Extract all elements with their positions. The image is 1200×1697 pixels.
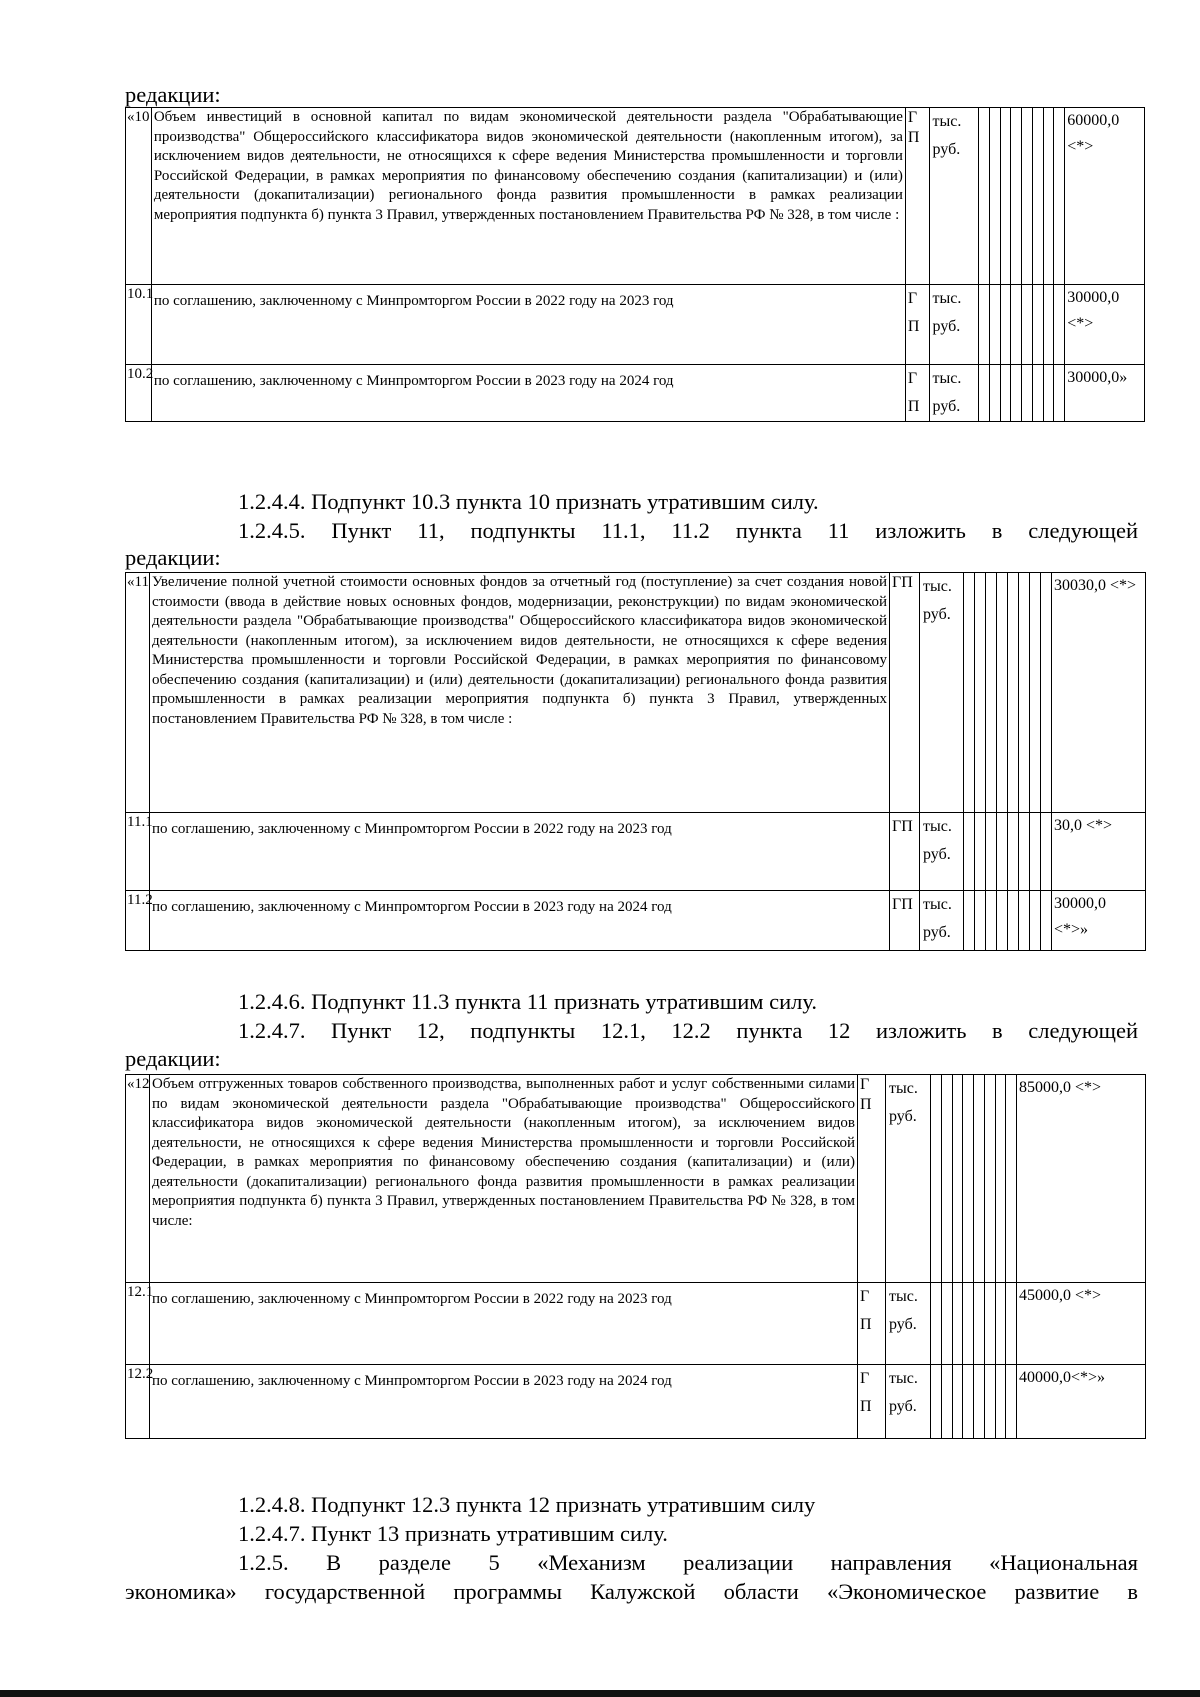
paragraph-1-2-4-7-cont: редакции: [125, 1046, 221, 1071]
table-row [126, 573, 1146, 813]
row-gp: Г П [858, 1365, 886, 1439]
row-unit: тыс. руб. [920, 891, 964, 951]
row-unit: тыс. руб. [886, 1365, 931, 1439]
year-columns [931, 1075, 1017, 1283]
row-number: 10.1 [126, 285, 152, 365]
row-gp: ГП [890, 813, 920, 891]
year-columns [979, 285, 1065, 365]
paragraph-1-2-4-4: 1.2.4.4. Подпункт 10.3 пункта 10 признать утратившим силу. [238, 489, 819, 514]
year-columns [931, 1365, 1017, 1439]
row-value: 30030,0 <*> [1052, 573, 1146, 813]
row-unit: тыс. руб. [920, 813, 964, 891]
paragraph-1-2-4-7b: 1.2.4.7. Пункт 13 признать утратившим силу. [238, 1521, 668, 1546]
row-number: «12 [126, 1075, 150, 1283]
row-gp: ГП [890, 573, 920, 813]
page-bottom-border [0, 1690, 1200, 1697]
year-columns [979, 365, 1065, 422]
row-number: «10 [126, 108, 152, 285]
row-unit: тыс. руб. [929, 365, 979, 422]
row-description: по соглашению, заключенному с Минпромторгом России в 2023 году на 2024 год [150, 1365, 858, 1439]
paragraph-1-2-4-8: 1.2.4.8. Подпункт 12.3 пункта 12 признать утратившим силу [238, 1492, 816, 1517]
year-columns [931, 1283, 1017, 1365]
year-columns [964, 891, 1052, 951]
row-number: 12.2 [126, 1365, 150, 1439]
row-gp: Г П [905, 285, 929, 365]
table-row [126, 891, 1146, 951]
row-value: 30,0 <*> [1052, 813, 1146, 891]
row-number: 11.2 [126, 891, 150, 951]
row-description: по соглашению, заключенному с Минпромторгом России в 2023 году на 2024 год [150, 891, 890, 951]
row-value: 30000,0» [1065, 365, 1145, 422]
row-value: 30000,0 <*> [1065, 285, 1145, 365]
row-description: Объем инвестиций в основной капитал по видам экономической деятельности раздела "Обрабатывающие производства" Общероссийского классификатора видов экономической деятельности (накопленным итогом), за исключением видов деятельности, не относящихся к сфере ведения Министерства промышленности и торговли Российской Федерации, в рамках мероприятия по финансовому обеспечению создания (капитализации) и (или) деятельности (докапитализации) регионального фонда развития промышленности в рамках реализации мероприятия подпункта б) пункта 3 Правил, утвержденных постановлением Правительства РФ № 328, в том числе : [151, 108, 905, 285]
row-value: 40000,0<*>» [1017, 1365, 1146, 1439]
table-row [126, 1075, 1146, 1283]
indicators-table-12 [125, 1074, 1146, 1439]
year-columns [979, 108, 1065, 285]
row-value: 60000,0 <*> [1065, 108, 1145, 285]
paragraph-1-2-4-5: 1.2.4.5. Пункт 11, подпункты 11.1, 11.2 пункта 11 изложить в следующей [238, 518, 1138, 543]
table-row [126, 813, 1146, 891]
table-row [126, 1365, 1146, 1439]
paragraph-1-2-5: 1.2.5. В разделе 5 «Механизм реализации направления «Национальная [238, 1550, 1138, 1575]
paragraph-1-2-4-6: 1.2.4.6. Подпункт 11.3 пункта 11 признать утратившим силу. [238, 989, 817, 1014]
row-number: «11 [126, 573, 150, 813]
row-description: Увеличение полной учетной стоимости основных фондов за отчетный год (поступление) за счет создания новой стоимости (ввода в действие новых основных фондов, модернизации, реконструкции) по видам экономической деятельности раздела "Обрабатывающие производства" Общероссийского классификатора видов экономической деятельности (накопленным итогом), за исключением видов деятельности, не относящихся к сфере ведения Министерства промышленности и торговли Российской Федерации, в рамках мероприятия по финансовому обеспечению создания (капитализации) и (или) деятельности (докапитализации) регионального фонда развития промышленности в рамках реализации мероприятия подпункта б) пункта 3 Правил, утвержденных постановлением Правительства РФ № 328, в том числе : [150, 573, 890, 813]
row-description: по соглашению, заключенному с Минпромторгом России в 2023 году на 2024 год [151, 365, 905, 422]
year-columns [964, 813, 1052, 891]
row-unit: тыс. руб. [929, 108, 979, 285]
indicators-table-11 [125, 572, 1146, 951]
paragraph-1-2-4-5-cont: редакции: [125, 545, 221, 570]
paragraph-1-2-4-7: 1.2.4.7. Пункт 12, подпункты 12.1, 12.2 пункта 12 изложить в следующей [238, 1018, 1138, 1043]
row-value: 30000,0 <*>» [1052, 891, 1146, 951]
row-unit: тыс. руб. [920, 573, 964, 813]
indicators-table-10 [125, 107, 1145, 422]
row-value: 45000,0 <*> [1017, 1283, 1146, 1365]
row-number: 11.1 [126, 813, 150, 891]
row-gp: Г П [858, 1283, 886, 1365]
row-unit: тыс. руб. [929, 285, 979, 365]
row-gp: ГП [890, 891, 920, 951]
table-row [126, 365, 1145, 422]
row-description: по соглашению, заключенному с Минпромторгом России в 2022 году на 2023 год [150, 813, 890, 891]
row-description: по соглашению, заключенному с Минпромторгом России в 2022 году на 2023 год [150, 1283, 858, 1365]
table-row [126, 1283, 1146, 1365]
row-unit: тыс. руб. [886, 1075, 931, 1283]
paragraph-1-2-5-cont: экономика» государственной программы Калужской области «Экономическое развитие в [125, 1579, 1138, 1604]
row-description: Объем отгруженных товаров собственного производства, выполненных работ и услуг собственными силами по видам экономической деятельности раздела "Обрабатывающие производства" Общероссийского классификатора видов экономической деятельности (накопленным итогом), за исключением видов деятельности, не относящихся к сфере ведения Министерства промышленности и торговли Российской Федерации, в рамках мероприятия по финансовому обеспечению создания (капитализации) и (или) деятельности (докапитализации) регионального фонда развития промышленности в рамках реализации мероприятия подпункта б) пункта 3 Правил, утвержденных постановлением Правительства РФ № 328, в том числе: [150, 1075, 858, 1283]
intro-text: редакции: [125, 82, 221, 107]
year-columns [964, 573, 1052, 813]
row-number: 10.2 [126, 365, 152, 422]
row-gp: Г П [858, 1075, 886, 1283]
row-gp: Г П [905, 365, 929, 422]
row-description: по соглашению, заключенному с Минпромторгом России в 2022 году на 2023 год [151, 285, 905, 365]
row-value: 85000,0 <*> [1017, 1075, 1146, 1283]
row-number: 12.1 [126, 1283, 150, 1365]
table-row [126, 285, 1145, 365]
row-gp: Г П [905, 108, 929, 285]
table-row [126, 108, 1145, 285]
row-unit: тыс. руб. [886, 1283, 931, 1365]
